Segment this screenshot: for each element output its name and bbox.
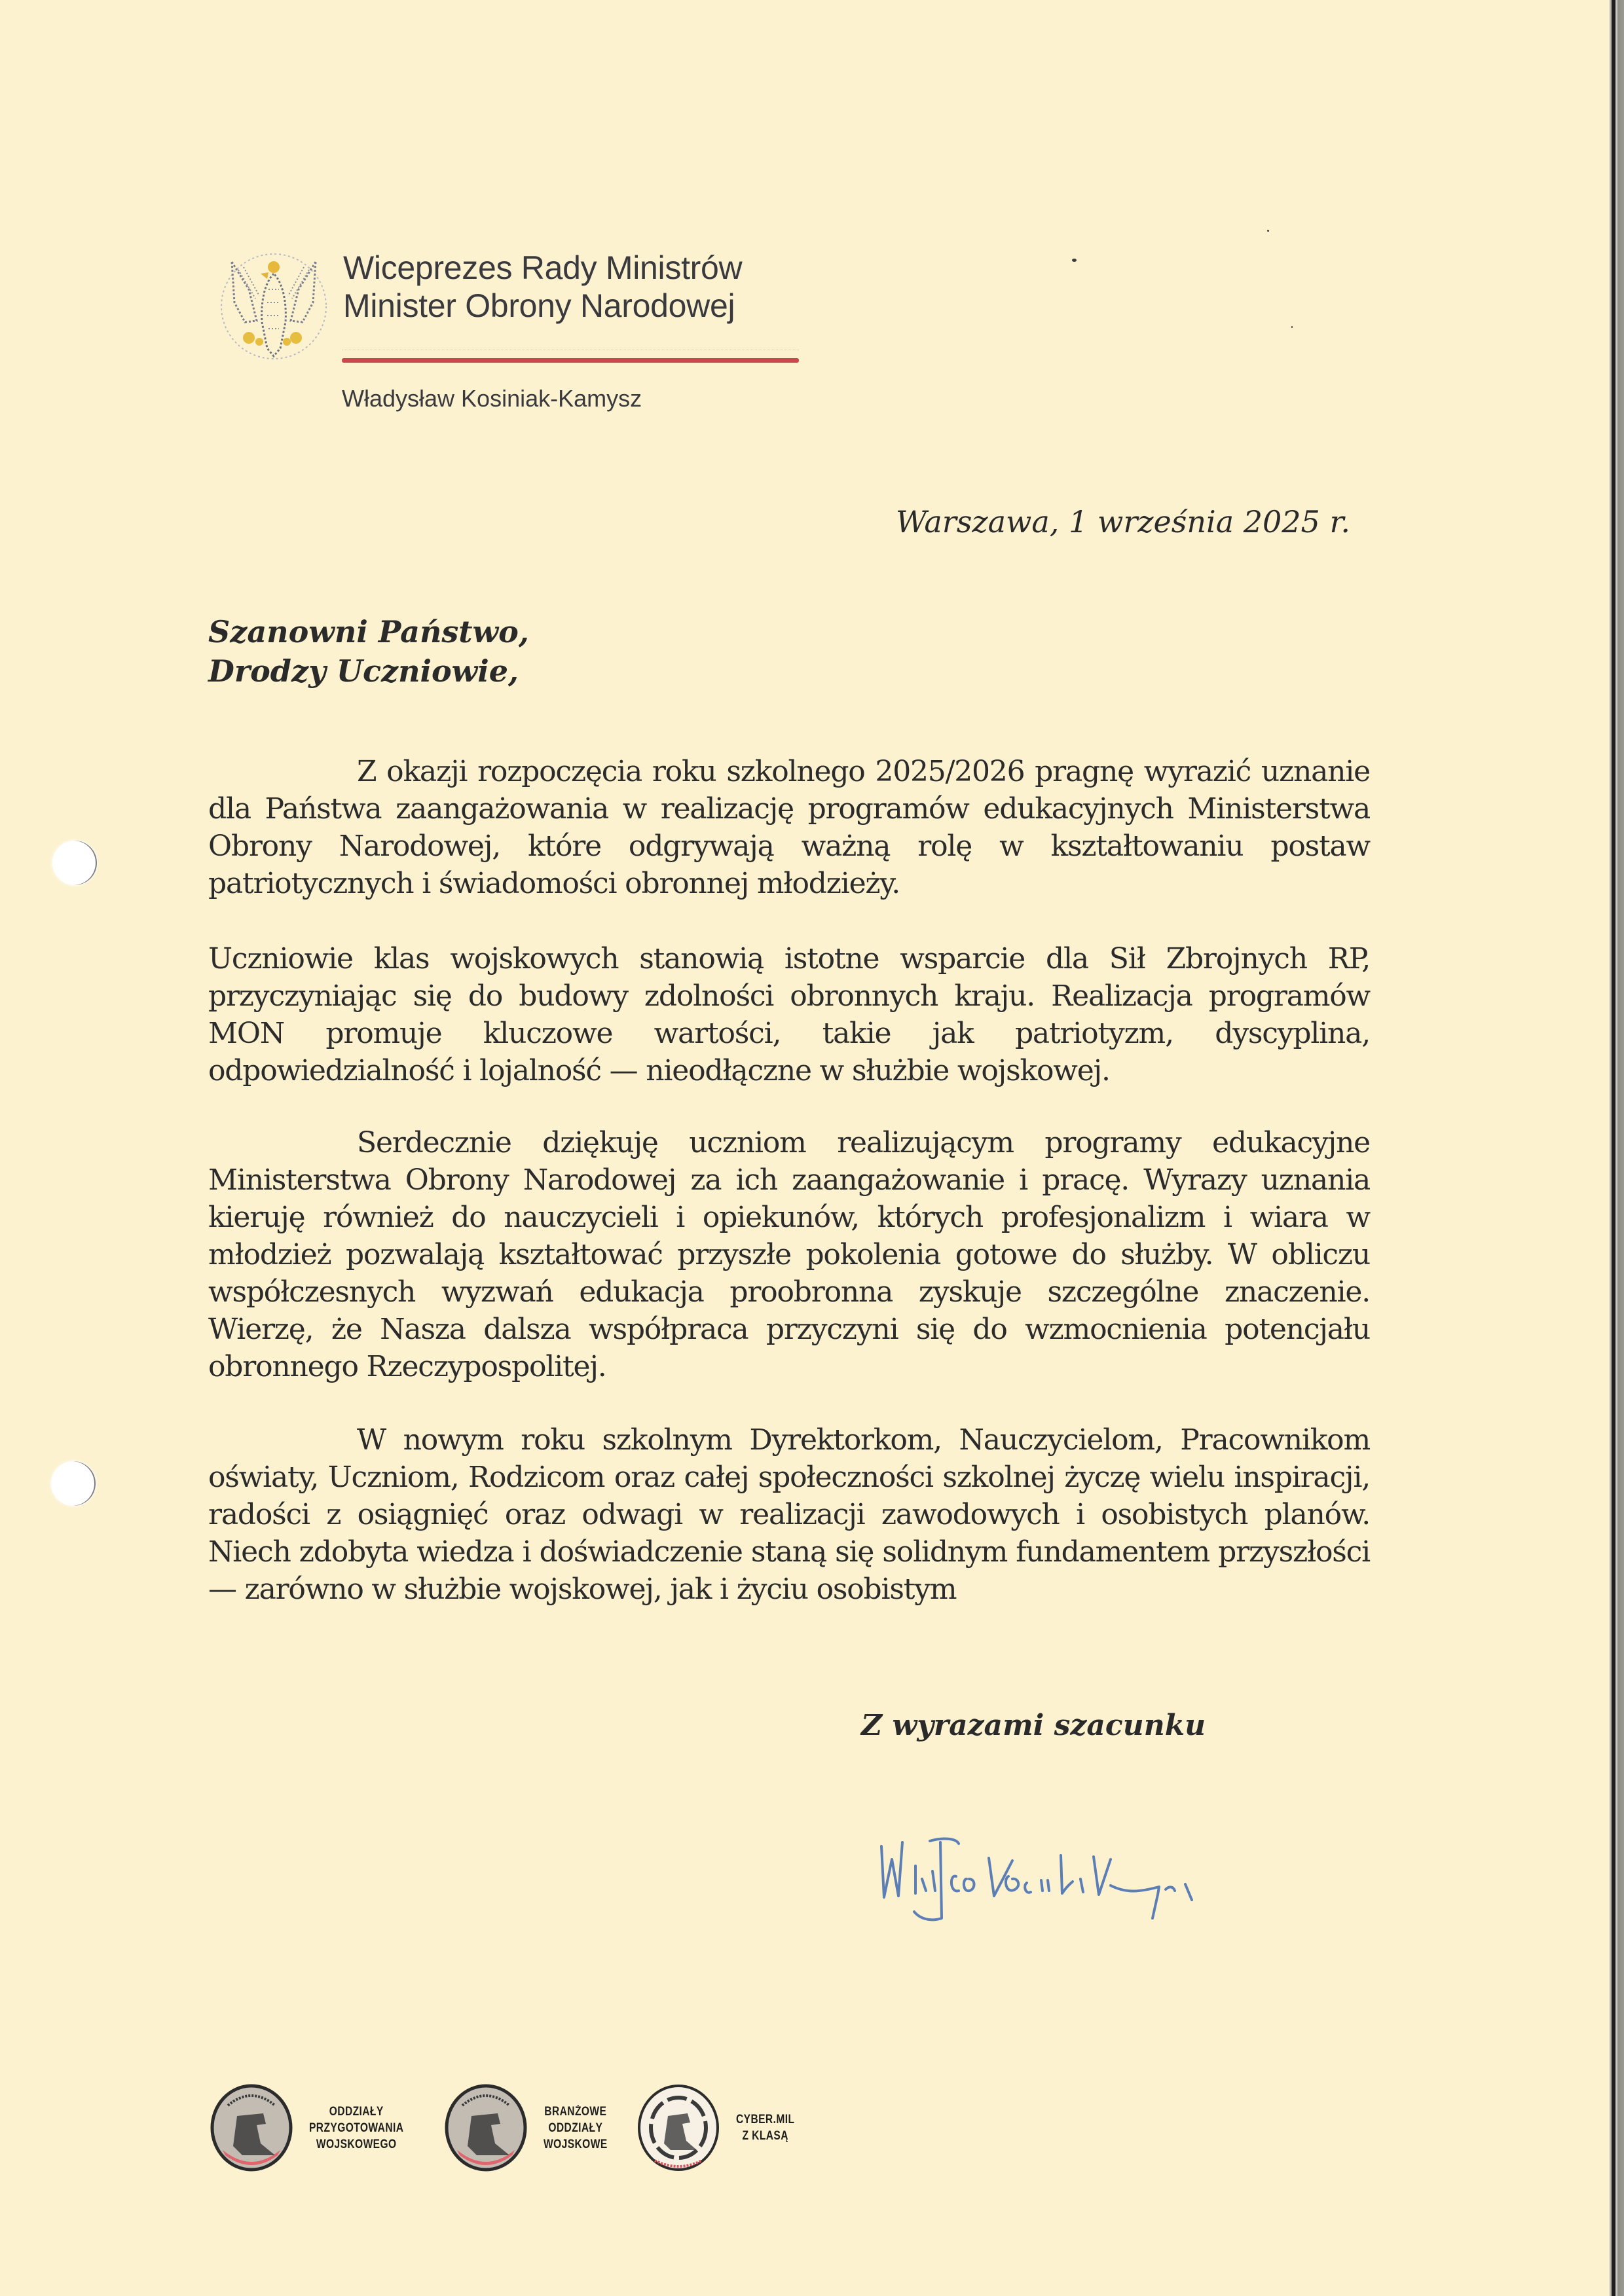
logo-caption-line: WOJSKOWEGO [316,2137,397,2151]
logo-opw [208,2082,424,2174]
logo-caption [544,2104,608,2153]
punch-hole [51,1461,96,1506]
salutation [208,612,529,691]
title-line: Minister Obrony Narodowej [343,287,735,324]
logo-caption-line: WOJSKOWE [544,2137,608,2151]
body-paragraph: Z okazji rozpoczęcia roku szkolnego 2025/2026 pragnę wyrazić uznanie dla Państwa zaangażowania w realizację programów edukacyjnych Ministerstwa Obrony Narodowej, które odgrywają ważną rolę w kształtowaniu postaw patriotycznych i świadomości obronnej młodzieży. [208,755,1370,900]
polish-eagle-emblem-icon [219,244,329,365]
logo-cybermil [635,2082,807,2174]
salutation-line: Szanowni Państwo, [208,614,529,649]
title-line: Wiceprezes Rady Ministrów [343,249,743,286]
logo-caption-line: CYBER.MIL [736,2113,795,2126]
scan-speck [1291,326,1293,328]
logo-caption-line: BRANŻOWE [544,2104,607,2119]
scan-speck [1267,230,1269,232]
scanner-edge [1610,0,1624,2296]
logo-caption-line: PRZYGOTOWANIA [309,2121,404,2135]
salutation-line: Drodzy Uczniowie, [208,653,519,689]
cybermil-badge-icon [635,2082,722,2174]
bow-badge-icon [443,2082,529,2174]
punch-hole [52,841,97,885]
handwritten-signature-icon [851,1813,1310,1931]
logo-caption-line: ODDZIAŁY [329,2104,384,2119]
logo-caption-line: ODDZIAŁY [548,2121,603,2135]
minister-name: Władysław Kosiniak-Kamysz [342,385,642,412]
logo-caption [736,2111,794,2144]
body-paragraph: Serdecznie dziękuję uczniom realizującym programy edukacyjne Ministerstwa Obrony Narodowej za ich zaangażowanie i pracę. Wyrazy uznania kieruję również do nauczycieli i opiekunów, których profesjonalizm i wiara w młodzież pozwalają kształtować przyszłe pokolenia gotowe do służby. W obliczu współczesnych wyzwań edukacja proobronna zyskuje szczególne znaczenie. Wierzę, że Nasza dalsza współpraca przyczyni się do wzmocnienia potencjału obronnego Rzeczypospolitej. [208,1126,1370,1383]
logo-caption-line: Z KLASĄ [742,2129,788,2143]
closing-phrase: Z wyrazami szacunku [861,1709,1206,1742]
body-paragraph: Uczniowie klas wojskowych stanowią istotne wsparcie dla Sił Zbrojnych RP, przyczyniając się do budowy zdolności obronnych kraju. Realizacja programów MON promuje kluczowe wartości, takie jak patriotyzm, dyscyplina, odpowiedzialność i lojalność — nieodłączne w służbie wojskowej. [208,942,1370,1087]
letter-date: Warszawa, 1 września 2025 r. [896,504,1350,539]
header-red-rule [342,358,799,363]
minister-office-title [343,249,742,325]
opw-badge-icon [208,2082,295,2174]
body-paragraph: W nowym roku szkolnym Dyrektorkom, Nauczycielom, Pracownikom oświaty, Uczniom, Rodzicom oraz całej społeczności szkolnej życzę wielu inspiracji, radości z osiągnięć oraz odwagi w realizacji zawodowych i osobistych planów. Niech zdobyta wiedza i doświadczenie staną się solidnym fundamentem przyszłości — zarówno w służbie wojskowej, jak i życiu osobistym [208,1423,1370,1606]
logo-caption [309,2104,403,2153]
scan-speck [1072,259,1077,262]
logo-bow [443,2082,621,2174]
